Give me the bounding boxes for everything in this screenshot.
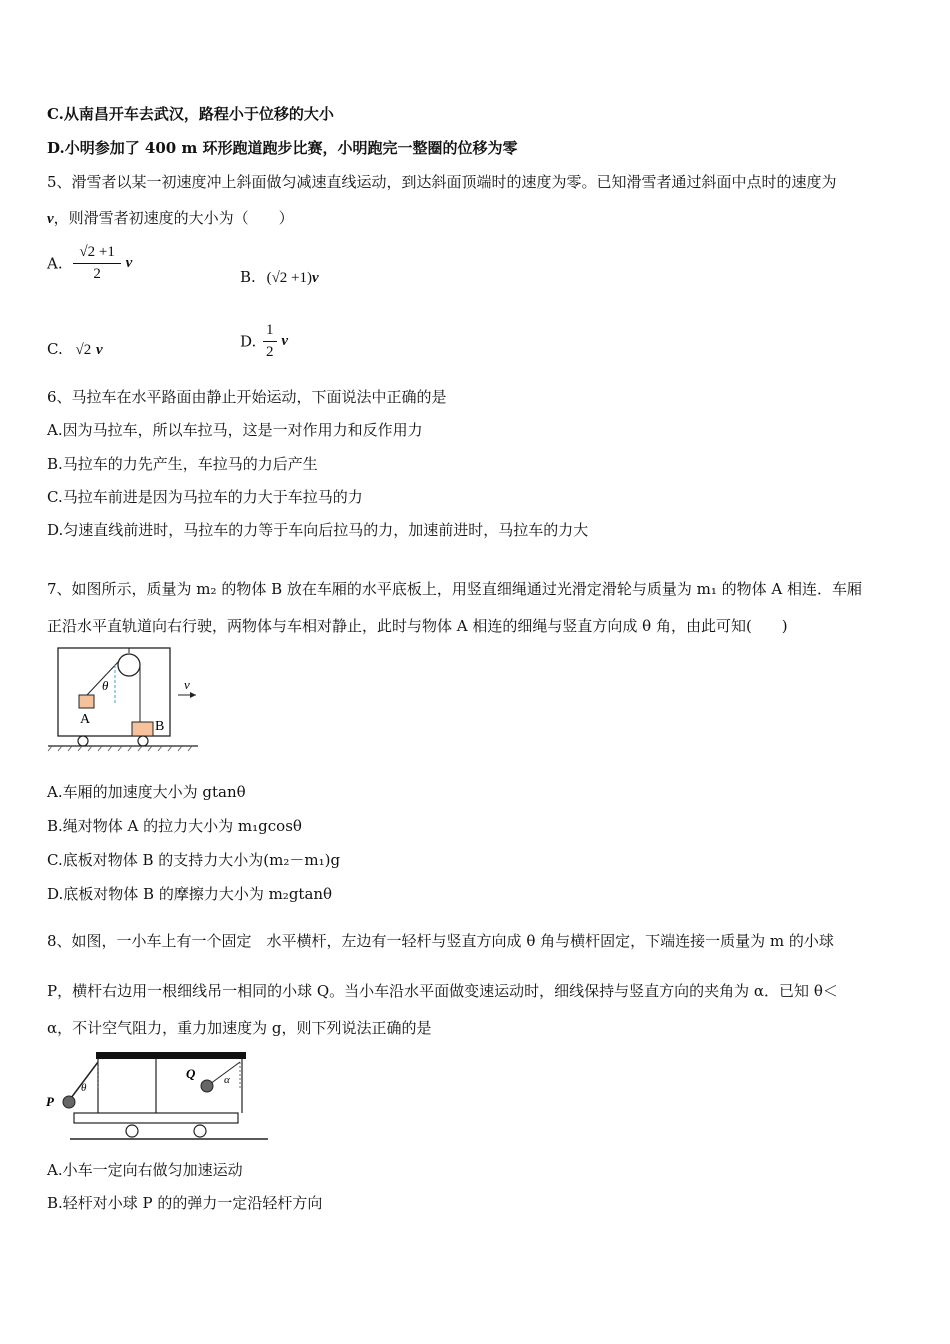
q5-option-a-denominator: 2 [93, 266, 101, 282]
q8-stem-line3: α，不计空气阻力，重力加速度为 g，则下列说法正确的是 [47, 1019, 432, 1037]
q7-figure [46, 645, 206, 755]
q8-stem-line1: 8、如图，一小车上有一个固定 水平横杆，左边有一轻杆与竖直方向成 θ 角与横杆固定，下端连接一质量为 m 的小球 [47, 932, 834, 950]
q8-option-a: A.小车一定向右做匀加速运动 [47, 1161, 243, 1179]
q7-ground-hatch [48, 746, 192, 751]
q5-option-a [47, 244, 132, 283]
q8-figure [44, 1048, 276, 1146]
q5-option-c-expr: √2 [75, 342, 92, 358]
q5-option-d-var: v [281, 333, 288, 349]
q5-option-a-label: A. [47, 254, 63, 273]
q8-cart-platform [74, 1113, 238, 1123]
q7-block-a [79, 695, 94, 708]
q5-stem-line2-text: ，则滑雪者初速度的大小为（ ） [53, 209, 294, 227]
q5-option-d-numerator: 1 [263, 322, 277, 342]
q5-option-b [240, 268, 319, 287]
q7-option-d: D.底板对物体 B 的摩擦力大小为 m₂gtanθ [47, 885, 333, 903]
q8-crossbar [96, 1052, 246, 1059]
q5-option-b-label: B. [240, 268, 256, 286]
q8-label-q: Q [186, 1066, 196, 1081]
q7-label-theta: θ [102, 678, 109, 693]
q4-option-d: D.小明参加了 400 m 环形跑道跑步比赛，小明跑完一整圈的位移为零 [47, 139, 518, 157]
q8-option-b: B.轻杆对小球 P 的的弹力一定沿轻杆方向 [47, 1194, 323, 1212]
q8-label-alpha: α [224, 1074, 230, 1086]
q5-stem-line2 [47, 207, 294, 228]
q5-option-c-var: v [96, 342, 103, 358]
q8-ball-p [63, 1096, 75, 1108]
q7-block-b [132, 722, 153, 736]
q5-option-d [240, 322, 288, 361]
q8-ball-q [201, 1080, 213, 1092]
q8-label-theta: θ [81, 1082, 87, 1094]
q7-stem-line2: 正沿水平直轨道向右行驶，两物体与车相对静止，此时与物体 A 相连的细绳与竖直方向成 θ 角，由此可知( ) [47, 617, 788, 635]
q6-stem: 6、马拉车在水平路面由静止开始运动，下面说法中正确的是 [47, 388, 447, 406]
q4-option-c: C.从南昌开车去武汉，路程小于位移的大小 [47, 105, 334, 123]
q5-option-d-label: D. [240, 332, 257, 351]
q5-option-a-fraction [73, 244, 120, 283]
q5-option-a-var: v [125, 255, 133, 271]
q5-option-a-numerator: √2 +1 [73, 244, 120, 264]
q7-label-b: B [155, 719, 165, 734]
q7-wheel-left [78, 736, 88, 746]
q7-label-a: A [80, 712, 91, 727]
q5-stem-line1: 5、滑雪者以某一初速度冲上斜面做匀减速直线运动，到达斜面顶端时的速度为零。已知滑雪者通过斜面中点时的速度为 [47, 173, 837, 191]
q8-label-p: P [46, 1094, 54, 1109]
q7-velocity-arrowhead [190, 692, 196, 698]
q6-option-d: D.匀速直线前进时，马拉车的力等于车向后拉马的力，加速前进时，马拉车的力大 [47, 521, 589, 539]
q6-option-a: A.因为马拉车，所以车拉马，这是一对作用力和反作用力 [47, 421, 423, 439]
q7-stem-line1: 7、如图所示，质量为 m₂ 的物体 B 放在车厢的水平底板上，用竖直细绳通过光滑定滑轮与质量为 m₁ 的物体 A 相连．车厢 [47, 580, 863, 598]
q7-pulley [118, 654, 140, 676]
q8-wheel-right [194, 1125, 206, 1137]
q5-option-d-fraction [263, 322, 277, 361]
q8-wheel-left [126, 1125, 138, 1137]
q5-option-b-expr: (√2 +1) [266, 270, 313, 286]
q5-option-d-denominator: 2 [266, 344, 274, 360]
q5-var-v: v [47, 211, 54, 227]
q7-option-a: A.车厢的加速度大小为 gtanθ [47, 783, 246, 801]
q7-wheel-right [138, 736, 148, 746]
q6-option-c: C.马拉车前进是因为马拉车的力大于车拉马的力 [47, 488, 363, 506]
q7-option-c: C.底板对物体 B 的支持力大小为(m₂－m₁)g [47, 851, 341, 869]
q6-option-b: B.马拉车的力先产生，车拉马的力后产生 [47, 455, 318, 473]
q5-option-b-var: v [312, 270, 319, 286]
q5-option-c-label: C. [47, 340, 63, 358]
q7-option-b: B.绳对物体 A 的拉力大小为 m₁gcosθ [47, 817, 302, 835]
q8-stem-line2: P，横杆右边用一根细线吊一相同的小球 Q。当小车沿水平面做变速运动时，细线保持与竖直方向的夹角为 α．已知 θ＜ [47, 982, 838, 1000]
q7-label-v: v [184, 677, 190, 692]
q5-option-c [47, 340, 103, 359]
